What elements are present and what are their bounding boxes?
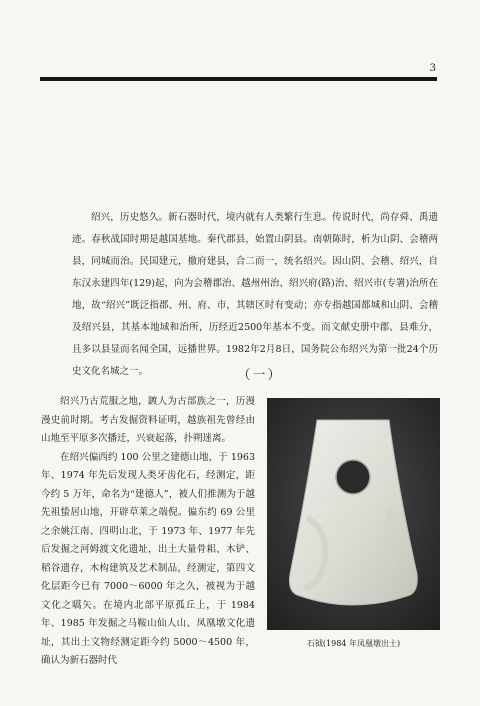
stone-axe-photo	[267, 398, 440, 630]
intro-section	[72, 207, 438, 383]
intro-paragraph: 绍兴，历史悠久。新石器时代，境内就有人类繁行生息。传说时代，尚存舜、禹遗迹。春秋战国时期是越国基地。秦代郡县，始置山阴县。南朝陈时，析为山阴、会稽两县，同城而治。民国建元，撤府建县，合二而一，统名绍兴。因山阴、会稽、绍兴，自东汉永建四年(129)起，向为会稽郡治、越州州治、绍兴府(路)治、绍兴市(专署)治所在地，故“绍兴”既泛指郡、州、府、市，其辖区时有变动；亦专指越国都城和山阴、会稽及绍兴县，其基本地域和治所，历经近2500年基本不变。而文献史册中郡、县难分，且多以县显而名闻全国，远播世界。1982年2月8日，国务院公布绍兴为第一批24个历史文化名城之一。	[72, 212, 438, 377]
section-heading: （一）	[237, 368, 283, 383]
figure-caption: 石钺(1984 年凤凰墩出土)	[306, 639, 401, 648]
body-paragraph-1: 绍兴乃古荒服之地，踱人为古部族之一，历漫漫史前时期。考古发掘资料证明，越族祖先曾经由山地至平原多次播迁，兴衰起落，扑朔迷离。	[41, 396, 255, 444]
page-number: 3	[429, 63, 436, 74]
header-rule	[40, 77, 437, 81]
stone-axe-illustration	[267, 398, 440, 630]
body-paragraph-2: 在绍兴偏西约 100 公里之建德山地，于 1963 年、1974 年先后发现人类牙齿化石，经测定，距今约 5 万年，命名为“建德人”，被人们推测为于越先祖蛰居山地，开辟草莱之端倪。偏东约 69 公里之余姚江南、四明山北，于 1973 年、1977 年先后发掘之河姆渡文化遗址，出土大量骨耜、木铲、稻谷遗存，木构建筑及艺术制品，经测定，第四文化层距今已有 7000～6000 年之久，被视为于越文化之嚆矢。在境内北部平原孤丘上，于 1984 年、1985 年发掘之马鞍山仙人山、凤凰墩文化遗址，其出土文物经测定距今约 5000～4500 年，确认为新石器时代	[41, 451, 255, 666]
body-text-column	[41, 393, 255, 671]
